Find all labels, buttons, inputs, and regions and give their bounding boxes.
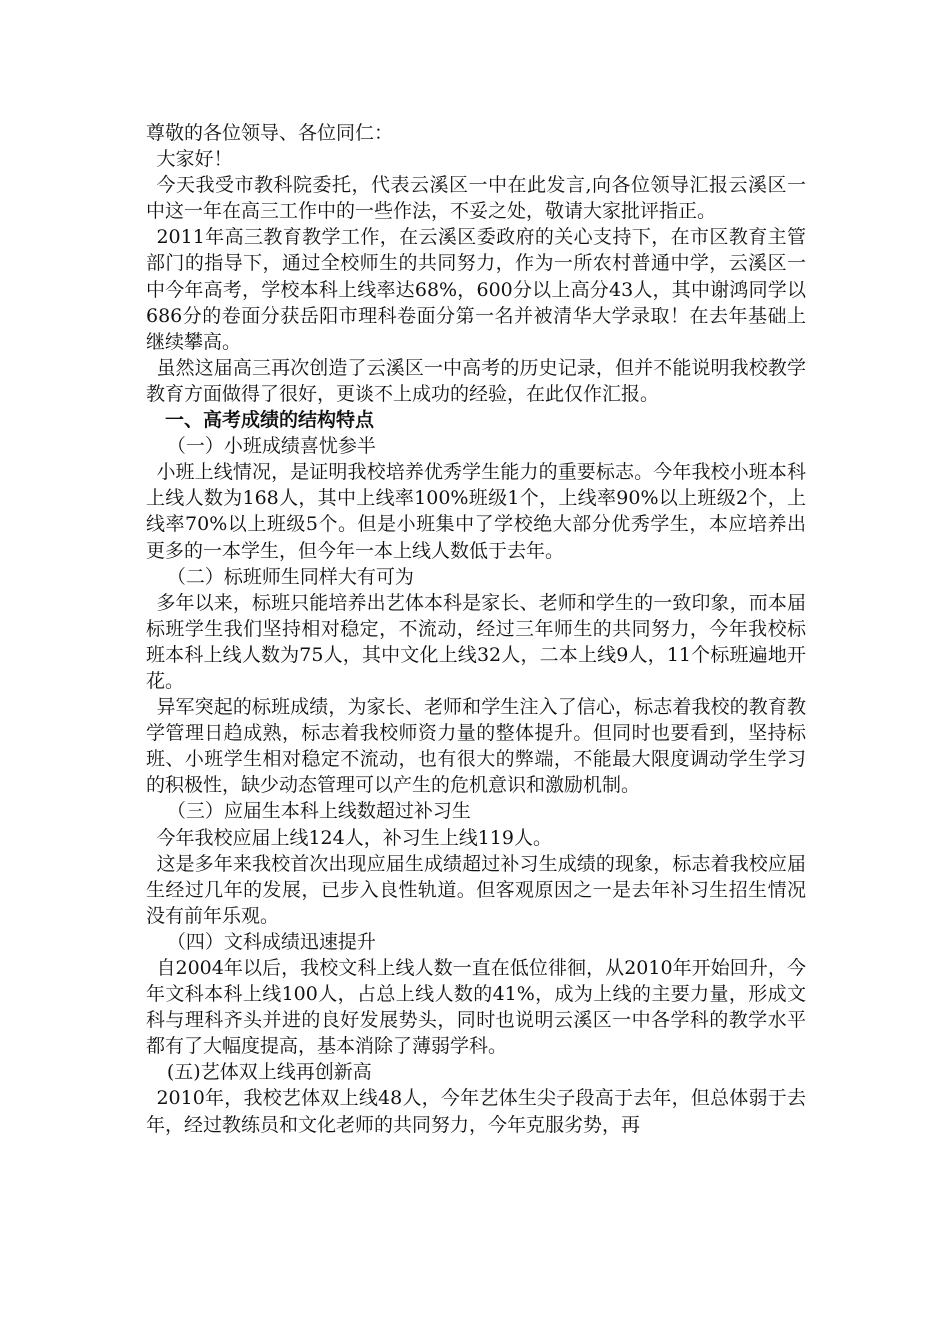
sub-heading: （三）应届生本科上线数超过补习生 [166, 800, 471, 823]
sub-heading: (五)艺体双上线再创新高 [166, 1061, 372, 1084]
body-paragraph: 自2004年以后，我校文科上线人数一直在低位徘徊，从2010年开始回升，今年文科本科上线100人，占总上线人数的41%，成为上线的主要力量，形成文科与理科齐头并进的良好发展势头，同时也说明云溪区一中各学科的教学水平都有了大幅度提高，基本消除了薄弱学科。 [146, 957, 806, 1058]
body-paragraph: 小班上线情况，是证明我校培养优秀学生能力的重要标志。今年我校小班本科上线人数为168人，其中上线率100%班级1个，上线率90%以上班级2个，上线率70%以上班级5个。但是小班集中了学校绝大部分优秀学生，本应培养出更多的一本学生，但今年一本上线人数低于去年。 [146, 461, 806, 562]
section-heading: 一、高考成绩的结构特点 [165, 409, 375, 432]
sub-heading: （四）文科成绩迅速提升 [166, 930, 376, 953]
greeting: 大家好！ [156, 148, 233, 171]
document-page [146, 120, 806, 1138]
body-paragraph: 2010年，我校艺体双上线48人，今年艺体生尖子段高于去年，但总体弱于去年，经过教练员和文化老师的共同努力，今年克服劣势，再 [146, 1087, 806, 1136]
sub-heading: （二）标班师生同样大有可为 [166, 565, 414, 588]
intro-paragraph: 2011年高三教育教学工作，在云溪区委政府的关心支持下，在市区教育主管部门的指导下，通过全校师生的共同努力，作为一所农村普通中学，云溪区一中今年高考，学校本科上线率达68%，600分以上高分43人，其中谢鸿同学以686分的卷面分获岳阳市理科卷面分第一名并被清华大学录取！在去年基础上继续攀高。 [146, 226, 806, 353]
intro-paragraph: 虽然这届高三再次创造了云溪区一中高考的历史记录，但并不能说明我校教学教育方面做得了很好，更谈不上成功的经验，在此仅作汇报。 [146, 356, 806, 405]
intro-paragraph: 今天我受市教科院委托，代表云溪区一中在此发言,向各位领导汇报云溪区一中这一年在高三工作中的一些作法，不妥之处，敬请大家批评指正。 [146, 174, 806, 223]
body-paragraph: 这是多年来我校首次出现应届生成绩超过补习生成绩的现象，标志着我校应届生经过几年的发展，已步入良性轨道。但客观原因之一是去年补习生招生情况没有前年乐观。 [146, 852, 806, 927]
sub-heading: （一）小班成绩喜忧参半 [166, 435, 376, 458]
body-paragraph: 多年以来，标班只能培养出艺体本科是家长、老师和学生的一致印象，而本届标班学生我们坚持相对稳定，不流动，经过三年师生的共同努力，今年我校标班本科上线人数为75人，其中文化上线32人，二本上线9人，11个标班遍地开花。 [146, 591, 806, 692]
salutation: 尊敬的各位领导、各位同仁： [146, 122, 394, 144]
body-paragraph: 今年我校应届上线124人，补习生上线119人。 [156, 826, 552, 849]
body-paragraph: 异军突起的标班成绩，为家长、老师和学生注入了信心，标志着我校的教育教学管理日趋成熟，标志着我校师资力量的整体提升。但同时也要看到，坚持标班、小班学生相对稳定不流动，也有很大的弊端，不能最大限度调动学生学习的积极性，缺少动态管理可以产生的危机意识和激励机制。 [146, 696, 806, 797]
